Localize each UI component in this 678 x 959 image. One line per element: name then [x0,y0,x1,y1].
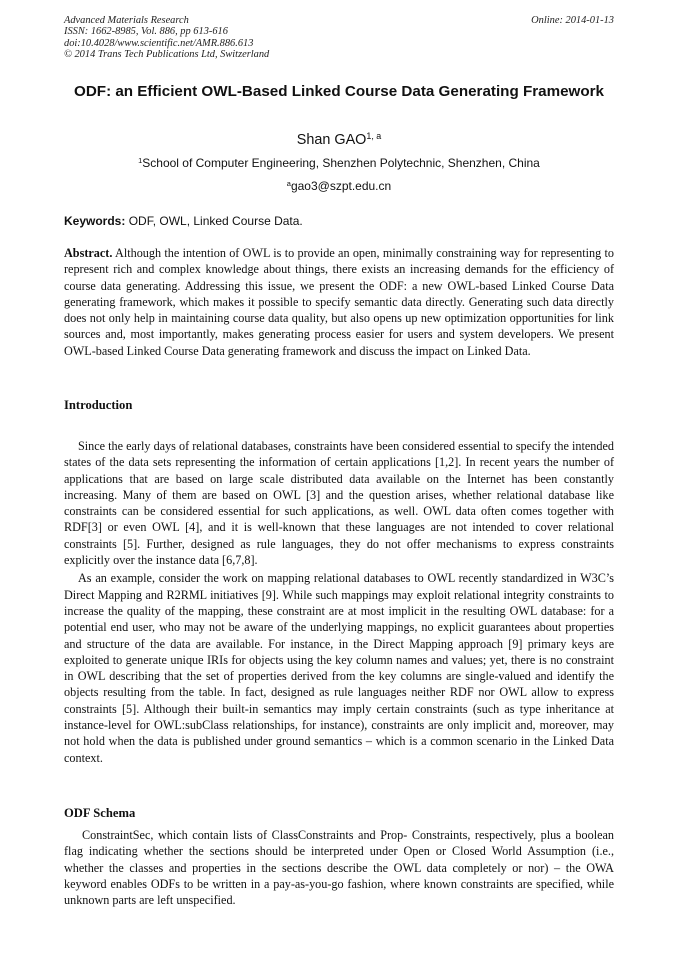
odf-schema-paragraph-1: ConstraintSec, which contain lists of ClassConstraints and Prop- Constraints, respectively, plus a boolean flag indicating whether the sections should be interpreted under Open or Closed World Assumption (i.e., whether the classes and properties in the sections describe the OWL data completely or nor) – the OWA keyword enables ODFs to be written in a pay-as-you-go fashion, where known constraints are specified, while unknown parts are left unspecified. [64,828,614,908]
paper-title: ODF: an Efficient OWL-Based Linked Course Data Generating Framework [74,83,604,100]
abstract-text: Although the intention of OWL is to provide an open, minimally constraining way for representing to represent rich and complex knowledge about things, there exists an increasing demands for the efficiency of course data generating. Addressing this issue, we present the ODF: a new OWL-based Linked Course Data generating framework, which makes it possible to specify semantic data directly. Generating such data directly does not only help in maintaining course data quality, but also opens up new optimization opportunities for link sources and, most importantly, makes generating process easier for users and system developers. We present OWL-based Linked Course Data generating framework and discuss the impact on Linked Data. [64,246,614,358]
affiliation-superscript: 1 [138,155,143,165]
keywords-label: Keywords: [64,214,126,228]
online-date: Online: 2014-01-13 [531,15,614,26]
author-name: Shan GAO [296,132,367,148]
journal-doi: doi:10.4028/www.scientific.net/AMR.886.613 [64,37,254,49]
abstract-paragraph [64,245,614,359]
abstract-label: Abstract. [64,246,113,260]
author-line [64,131,614,149]
email-line [64,179,614,194]
email-superscript: a [286,178,291,188]
journal-issn: ISSN: 1662-8985, Vol. 886, pp 613-616 [64,26,228,38]
abstract [64,245,614,359]
journal-copyright: © 2014 Trans Tech Publications Ltd, Switzerland [64,49,270,61]
journal-name: Advanced Materials Research [64,15,189,26]
introduction-paragraph-1: Since the early days of relational databases, constraints have been considered essential to specify the intended states of the data sets representing the information of certain applications [1,2]. In recent years the number of applications that are based on large scale distributed data available on the Internet has been constantly increasing. Many of them are based on OWL [3] and the question arises, whether relational database like constraints can be considered essential for such applications, as well. OWL data often comes together with RDF[3] or even OWL [4], and it is well-known that these languages are not intended to cover relational constraints [5]. Further, designed as rule languages, they do not offer mechanisms to express constraints explicitly over the instance data [6,7,8]. [64,439,614,568]
keywords-text: ODF, OWL, Linked Course Data. [125,214,303,228]
email-address: gao3@szpt.edu.cn [290,179,392,193]
introduction-heading: Introduction [64,398,133,412]
introduction-body [64,438,614,766]
odf-schema-body [64,827,614,908]
affiliation-text: School of Computer Engineering, Shenzhen Polytechnic, Shenzhen, China [142,156,540,170]
odf-schema-heading: ODF Schema [64,806,136,820]
author-superscript: 1, a [366,131,382,142]
affiliation-line [64,156,614,171]
keywords-line [64,214,614,229]
journal-header [64,15,269,61]
introduction-paragraph-2: As an example, consider the work on mapping relational databases to OWL recently standardized in W3C’s Direct Mapping and R2RML initiatives [9]. While such mappings may exploit relational integrity constraints to increase the quality of the mapping, these constraint are at most implicit in the resulting OWL database: for a potential end user, who may not be aware of the underlying mappings, no explicit guarantees about properties and structure of the data are available. For instance, in the Direct Mapping approach [9] primary keys are exploited to generate unique IRIs for objects using the key column names and values; yet, there is no constraint in OWL describing that the set of properties derived from the key columns are single-valued and identify the objects resulting from the table. In fact, designed as rule languages neither RDF nor OWL allow to express constraints [5]. Although their built-in semantics may imply certain constraints (such as type inheritance at instance-level for OWL:subClass relationships, for instance), constraints are only implicit and, moreover, may not hold when the data is published under ground semantics – which is a common scenario in the Linked Data context. [64,571,614,765]
